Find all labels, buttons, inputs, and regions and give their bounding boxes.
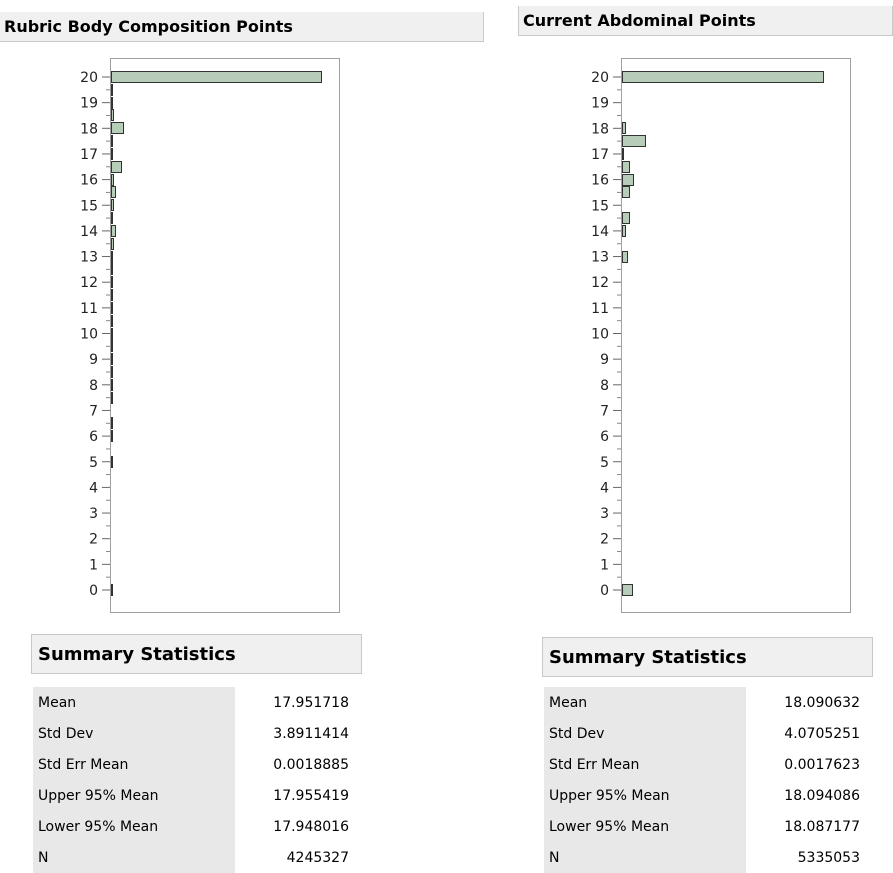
right-summary-statistics-header: Summary Statistics [542, 637, 873, 677]
left-stats-row [33, 749, 363, 780]
left-histogram-bar [111, 186, 116, 198]
right-y-tick-label-5: 5 [600, 454, 609, 471]
left-stat-value: 3.8911414 [273, 725, 349, 742]
left-y-tick-label-5: 5 [89, 454, 98, 471]
right-y-tick-label-7: 7 [600, 403, 609, 420]
left-y-tick-label-1: 1 [89, 557, 98, 574]
left-stat-label: Lower 95% Mean [33, 811, 235, 842]
left-stats-row [33, 780, 363, 811]
right-stat-value: 18.090632 [784, 694, 860, 711]
left-histogram-bar [111, 289, 113, 301]
left-stat-value: 0.0018885 [273, 756, 349, 773]
right-y-tick-label-1: 1 [600, 557, 609, 574]
left-histogram-bar [111, 251, 113, 263]
left-y-tick-label-12: 12 [80, 275, 98, 292]
right-y-tick-label-12: 12 [591, 275, 609, 292]
left-summary-statistics-header: Summary Statistics [31, 634, 362, 674]
right-y-tick-label-8: 8 [600, 377, 609, 394]
left-y-tick-label-3: 3 [89, 506, 98, 523]
left-histogram-bar [111, 199, 114, 211]
left-y-tick-label-19: 19 [80, 95, 98, 112]
right-stat-label: Upper 95% Mean [544, 780, 746, 811]
right-histogram-bar [622, 584, 633, 596]
left-y-tick-label-13: 13 [80, 249, 98, 266]
left-y-tick-label-6: 6 [89, 429, 98, 446]
right-y-tick-label-4: 4 [600, 480, 609, 497]
right-y-tick-label-19: 19 [591, 95, 609, 112]
right-y-tick-label-2: 2 [600, 531, 609, 548]
right-y-tick-label-16: 16 [591, 172, 609, 189]
left-histogram-bar [111, 238, 114, 250]
right-y-tick-label-17: 17 [591, 146, 609, 163]
left-histogram-bar [111, 135, 113, 147]
left-summary-statistics-table [33, 687, 363, 873]
left-stats-row [33, 687, 363, 718]
left-stats-row [33, 842, 363, 873]
left-histogram-bar [111, 584, 113, 596]
left-y-tick-label-8: 8 [89, 377, 98, 394]
left-histogram-bar [111, 84, 113, 96]
left-histogram-bar [111, 71, 322, 83]
right-y-tick-label-13: 13 [591, 249, 609, 266]
right-y-axis [581, 56, 621, 616]
left-stats-row [33, 718, 363, 749]
right-panel-title: Current Abdominal Points [518, 6, 893, 36]
right-histogram-bar [622, 135, 646, 147]
right-y-tick-label-18: 18 [591, 121, 609, 138]
right-y-tick-label-14: 14 [591, 223, 609, 240]
right-y-tick-label-10: 10 [591, 326, 609, 343]
left-y-tick-label-7: 7 [89, 403, 98, 420]
right-y-tick-label-11: 11 [591, 300, 609, 317]
left-stat-value: 4245327 [286, 849, 349, 866]
left-y-axis [70, 56, 110, 616]
left-histogram-bar [111, 340, 113, 352]
left-y-tick-label-11: 11 [80, 300, 98, 317]
left-histogram-bar [111, 276, 113, 288]
left-histogram-bar [111, 379, 113, 391]
left-y-tick-label-20: 20 [80, 70, 98, 86]
right-stat-value: 4.0705251 [784, 725, 860, 742]
right-stat-label: N [544, 842, 746, 873]
left-stat-label: Std Err Mean [33, 749, 235, 780]
left-stat-value: 17.951718 [273, 694, 349, 711]
left-stat-value: 17.955419 [273, 787, 349, 804]
left-histogram-bar [111, 366, 113, 378]
left-stats-row [33, 811, 363, 842]
left-histogram-bar [111, 225, 116, 237]
left-histogram-bar [111, 109, 114, 121]
right-histogram-bar [622, 212, 630, 224]
right-histogram-bar [622, 225, 626, 237]
right-y-tick-label-0: 0 [600, 583, 609, 599]
left-histogram-bar [111, 263, 113, 275]
left-histogram-bar [111, 328, 113, 340]
right-stats-row [544, 687, 874, 718]
left-histogram-plot [110, 58, 340, 613]
right-stats-row [544, 718, 874, 749]
left-histogram-bar [111, 302, 113, 314]
right-y-tick-label-20: 20 [591, 70, 609, 86]
left-y-tick-label-16: 16 [80, 172, 98, 189]
left-histogram-bar [111, 315, 113, 327]
right-histogram-bar [622, 186, 630, 198]
left-stat-label: Upper 95% Mean [33, 780, 235, 811]
right-stat-value: 18.094086 [784, 787, 860, 804]
right-histogram-bar [622, 71, 824, 83]
right-y-tick-label-3: 3 [600, 506, 609, 523]
left-histogram-bar [111, 430, 113, 442]
right-stats-row [544, 842, 874, 873]
right-y-tick-label-9: 9 [600, 352, 609, 369]
left-histogram-bar [111, 353, 113, 365]
left-y-tick-label-2: 2 [89, 531, 98, 548]
right-stat-label: Std Err Mean [544, 749, 746, 780]
right-summary-statistics-table [544, 687, 874, 873]
right-histogram-bar [622, 148, 624, 160]
left-stat-label: Mean [33, 687, 235, 718]
right-histogram-bar [622, 161, 630, 173]
right-histogram-bar [622, 122, 626, 134]
right-stats-row [544, 749, 874, 780]
right-stat-value: 5335053 [797, 849, 860, 866]
right-stat-label: Mean [544, 687, 746, 718]
left-y-tick-label-4: 4 [89, 480, 98, 497]
left-y-tick-label-18: 18 [80, 121, 98, 138]
right-histogram-bar [622, 174, 634, 186]
left-y-tick-label-0: 0 [89, 583, 98, 599]
left-stat-label: Std Dev [33, 718, 235, 749]
left-histogram-bar [111, 212, 113, 224]
left-histogram-bar [111, 161, 122, 173]
left-y-tick-label-17: 17 [80, 146, 98, 163]
right-y-tick-label-15: 15 [591, 198, 609, 215]
left-histogram-bar [111, 174, 114, 186]
right-stat-label: Std Dev [544, 718, 746, 749]
left-histogram-bar [111, 417, 113, 429]
right-histogram-plot [621, 58, 851, 613]
left-y-tick-label-14: 14 [80, 223, 98, 240]
left-histogram-bar [111, 97, 113, 109]
left-y-tick-label-15: 15 [80, 198, 98, 215]
left-panel-title: Rubric Body Composition Points [0, 12, 484, 42]
left-histogram-bar [111, 456, 113, 468]
right-histogram-bar [622, 251, 628, 263]
left-stat-value: 17.948016 [273, 818, 349, 835]
right-stats-row [544, 811, 874, 842]
right-stat-value: 18.087177 [784, 818, 860, 835]
left-histogram-bar [111, 122, 124, 134]
right-y-tick-label-6: 6 [600, 429, 609, 446]
right-stat-value: 0.0017623 [784, 756, 860, 773]
right-stat-label: Lower 95% Mean [544, 811, 746, 842]
left-stat-label: N [33, 842, 235, 873]
left-y-tick-label-10: 10 [80, 326, 98, 343]
left-histogram-bar [111, 392, 113, 404]
left-histogram-bar [111, 148, 113, 160]
left-y-tick-label-9: 9 [89, 352, 98, 369]
right-stats-row [544, 780, 874, 811]
